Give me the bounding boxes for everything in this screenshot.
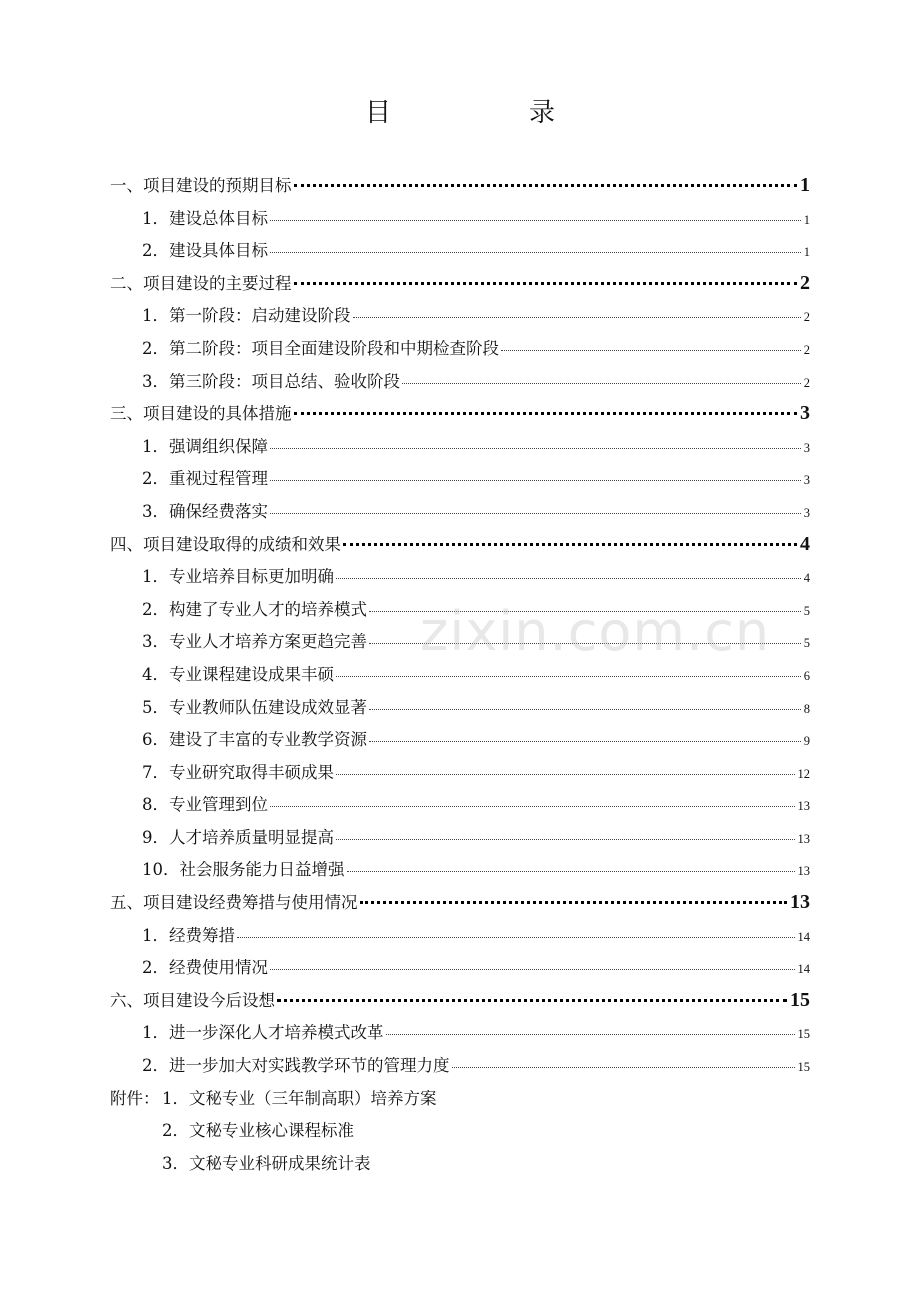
toc-subsection-entry[interactable] (110, 433, 810, 466)
toc-subsection-label: 7．专业研究取得丰硕成果 (142, 762, 334, 782)
toc-page-number: 3 (800, 402, 810, 425)
toc-subsection-entry[interactable] (110, 628, 810, 661)
toc-page-number: 4 (800, 532, 810, 555)
toc-page-number: 2 (803, 342, 810, 357)
toc-section-entry[interactable] (110, 172, 810, 205)
toc-subsection-entry[interactable] (110, 1052, 810, 1085)
dot-leader (270, 448, 801, 449)
toc-page-number: 15 (797, 1060, 810, 1075)
toc-subsection-label: 2．构建了专业人才的培养模式 (142, 599, 367, 619)
toc-subsection-label: 1．建设总体目标 (142, 208, 268, 228)
toc-subsection-entry[interactable] (110, 205, 810, 238)
toc-page-number: 3 (803, 440, 810, 455)
toc-subsection-entry[interactable] (110, 563, 810, 596)
toc-section-label: 三、项目建设的具体措施 (110, 404, 292, 424)
toc-section-entry[interactable] (110, 987, 810, 1020)
appendix-entry[interactable] (110, 1150, 810, 1183)
dot-leader (369, 709, 801, 710)
toc-page-number: 15 (790, 988, 810, 1011)
dot-leader (336, 839, 795, 840)
dot-leader (270, 513, 801, 514)
toc-section-label: 二、项目建设的主要过程 (110, 273, 292, 293)
toc-section-label: 六、项目建设今后设想 (110, 990, 275, 1010)
toc-subsection-entry[interactable] (110, 302, 810, 335)
toc-subsection-label: 1．经费筹措 (142, 925, 235, 945)
toc-subsection-label: 5．专业教师队伍建设成效显著 (142, 697, 367, 717)
toc-subsection-entry[interactable] (110, 1019, 810, 1052)
dot-leader (270, 806, 795, 807)
toc-subsection-label: 8．专业管理到位 (142, 795, 268, 815)
dot-leader (270, 480, 801, 481)
toc-section-label: 一、项目建设的预期目标 (110, 176, 292, 195)
toc-page-number: 3 (803, 505, 810, 520)
dot-leader (277, 999, 787, 1002)
toc-subsection-label: 3．第三阶段：项目总结、验收阶段 (142, 371, 400, 391)
toc-page-number: 2 (803, 310, 810, 325)
page-title: 目 录 (364, 98, 611, 128)
toc-page-number: 5 (803, 636, 810, 651)
toc-subsection-entry[interactable] (110, 465, 810, 498)
toc-section-entry[interactable] (110, 531, 810, 564)
appendix-label: 2．文秘专业核心课程标准 (162, 1121, 354, 1141)
appendix-label: 3．文秘专业科研成果统计表 (162, 1153, 371, 1173)
toc-page-number: 8 (803, 701, 810, 716)
dot-leader (347, 871, 795, 872)
appendix-entry[interactable] (110, 1117, 810, 1150)
toc-page-number: 15 (797, 1027, 810, 1042)
toc-subsection-label: 2．进一步加大对实践教学环节的管理力度 (142, 1056, 450, 1076)
dot-leader (369, 611, 801, 612)
toc-subsection-entry[interactable] (110, 596, 810, 629)
toc-page-number: 4 (803, 571, 810, 586)
toc-page-number: 3 (803, 473, 810, 488)
toc-page-number: 14 (797, 962, 810, 977)
toc-subsection-label: 1．第一阶段：启动建设阶段 (142, 306, 351, 326)
dot-leader (270, 969, 795, 970)
toc-subsection-label: 6．建设了丰富的专业教学资源 (142, 730, 367, 750)
dot-leader (270, 252, 801, 253)
toc-subsection-label: 1．强调组织保障 (142, 436, 268, 456)
toc-section-entry[interactable] (110, 889, 810, 922)
toc-page-number: 13 (797, 864, 810, 879)
toc-section-entry[interactable] (110, 270, 810, 303)
toc-subsection-entry[interactable] (110, 726, 810, 759)
toc-subsection-label: 3．专业人才培养方案更趋完善 (142, 632, 367, 652)
toc-subsection-label: 3．确保经费落实 (142, 501, 268, 521)
dot-leader (402, 383, 801, 384)
toc-subsection-entry[interactable] (110, 694, 810, 727)
toc-page-number: 1 (803, 245, 810, 260)
toc-page-number: 2 (800, 271, 810, 294)
toc-page-number: 2 (803, 375, 810, 390)
dot-leader (369, 643, 801, 644)
dot-leader (386, 1034, 795, 1035)
toc-section-entry[interactable] (110, 400, 810, 433)
toc-page-number: 13 (797, 799, 810, 814)
toc-subsection-label: 2．经费使用情况 (142, 958, 268, 978)
dot-leader (270, 220, 801, 221)
dot-leader (343, 543, 797, 546)
toc-subsection-entry[interactable] (110, 791, 810, 824)
dot-leader (294, 412, 798, 415)
dot-leader (336, 774, 795, 775)
toc-subsection-entry[interactable] (110, 368, 810, 401)
dot-leader (452, 1067, 795, 1068)
toc-page-number: 9 (803, 734, 810, 749)
dot-leader (353, 317, 801, 318)
dot-leader (369, 741, 801, 742)
toc-page-number: 1 (800, 174, 810, 196)
toc-page-number: 1 (803, 212, 810, 227)
toc-subsection-label: 2．建设具体目标 (142, 241, 268, 261)
toc-subsection-entry[interactable] (110, 237, 810, 270)
toc-page-number: 12 (797, 766, 810, 781)
toc-section-label: 四、项目建设取得的成绩和效果 (110, 534, 341, 554)
toc-page-number: 5 (803, 603, 810, 618)
toc-subsection-label: 10．社会服务能力日益增强 (142, 860, 345, 880)
toc-page-number: 13 (797, 831, 810, 846)
toc-subsection-entry[interactable] (110, 661, 810, 694)
dot-leader (336, 578, 801, 579)
toc-subsection-label: 4．专业课程建设成果丰硕 (142, 664, 334, 684)
appendix-entry[interactable] (110, 1085, 810, 1118)
toc-subsection-entry[interactable] (110, 922, 810, 955)
dot-leader (336, 676, 801, 677)
table-of-contents (110, 172, 810, 1182)
toc-subsection-entry[interactable] (110, 856, 810, 889)
toc-section-label: 五、项目建设经费筹措与使用情况 (110, 893, 358, 913)
toc-subsection-label: 1．进一步深化人才培养模式改革 (142, 1023, 384, 1043)
toc-page-number: 14 (797, 929, 810, 944)
toc-subsection-entry[interactable] (110, 335, 810, 368)
appendix-prefix: 附件： (110, 1088, 160, 1108)
dot-leader (294, 282, 798, 285)
appendix-label: 1．文秘专业（三年制高职）培养方案 (162, 1088, 437, 1108)
dot-leader (360, 901, 788, 904)
toc-subsection-label: 2．重视过程管理 (142, 469, 268, 489)
dot-leader (294, 184, 798, 187)
dot-leader (501, 350, 801, 351)
toc-subsection-entry[interactable] (110, 759, 810, 792)
toc-subsection-entry[interactable] (110, 824, 810, 857)
toc-subsection-entry[interactable] (110, 954, 810, 987)
watermark: zixin.com.cn (420, 600, 771, 663)
toc-subsection-entry[interactable] (110, 498, 810, 531)
toc-subsection-label: 1．专业培养目标更加明确 (142, 567, 334, 587)
toc-subsection-label: 2．第二阶段：项目全面建设阶段和中期检查阶段 (142, 338, 499, 358)
toc-subsection-label: 9．人才培养质量明显提高 (142, 827, 334, 847)
dot-leader (237, 937, 795, 938)
toc-page-number: 6 (803, 668, 810, 683)
toc-page-number: 13 (790, 891, 810, 914)
